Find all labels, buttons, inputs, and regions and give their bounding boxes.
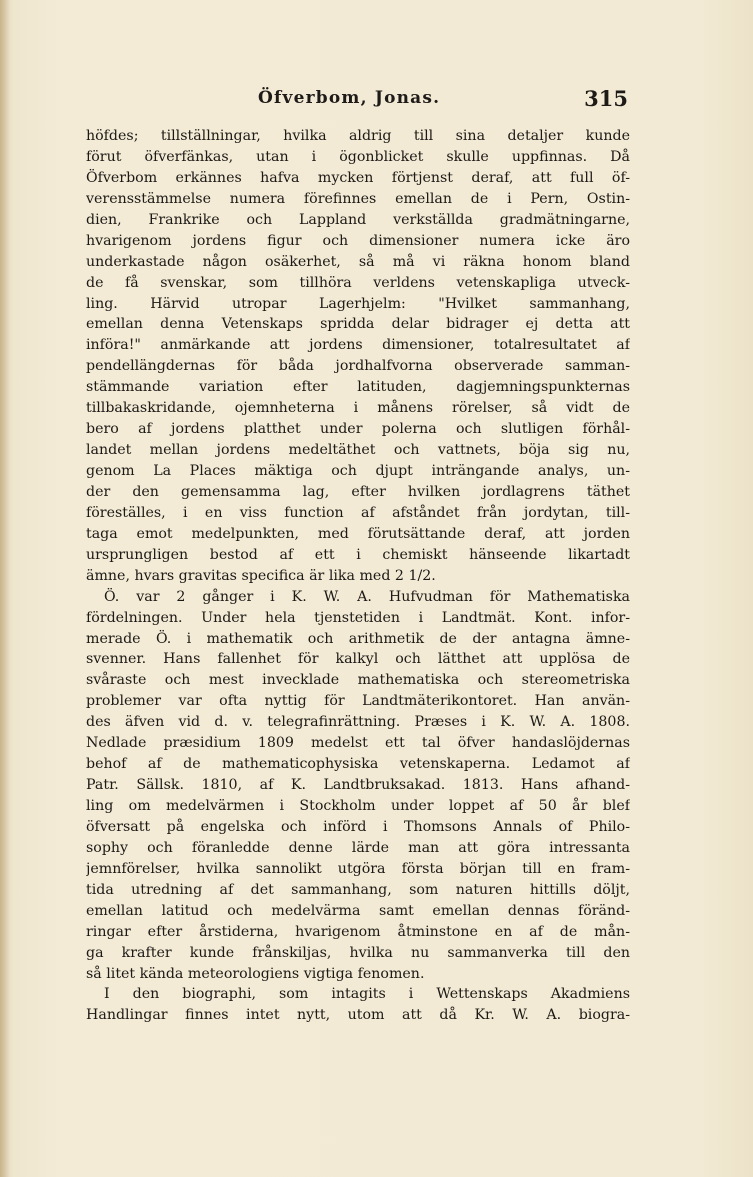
text-line: genom La Places mäktiga och djupt inträngande analys, un- <box>86 463 630 479</box>
page-header <box>258 88 628 112</box>
text-line: Patr. Sällsk. 1810, af K. Landtbruksakad. 1813. Hans afhand- <box>86 777 630 794</box>
page-number: 315 <box>584 86 628 111</box>
text-line: emellan latitud och medelvärma samt emellan dennas föränd- <box>86 902 630 919</box>
text-line: Ö. var 2 gånger i K. W. A. Hufvudman för Mathematiska <box>104 588 630 605</box>
body-text <box>86 126 630 1026</box>
paragraph-3 <box>86 984 630 1026</box>
text-line: tillbakaskridande, ojemnheterna i månens rörelser, så vidt de <box>86 400 630 417</box>
text-line: ursprungligen bestod af ett i chemiskt hänseende likartadt <box>86 546 630 563</box>
text-line: höfdes; tillställningar, hvilka aldrig till sina detaljer kunde <box>86 128 630 144</box>
text-line: svenner. Hans fallenhet för kalkyl och lätthet att upplösa de <box>86 651 630 668</box>
text-line: des äfven vid d. v. telegrafinrättning. Præses i K. W. A. 1808. <box>86 714 630 731</box>
text-line: förut öfverfänkas, utan i ögonblicket skulle uppfinnas. Då <box>86 148 630 165</box>
text-line: Nedlade præsidium 1809 medelst ett tal öfver handaslöjdernas <box>86 735 630 752</box>
paragraph-2 <box>86 587 630 985</box>
paragraph-1 <box>86 126 630 587</box>
text-line: sophy och föranledde denne lärde man att göra intressanta <box>86 839 630 856</box>
text-line: svåraste och mest invecklade mathematiska och stereometriska <box>86 672 630 689</box>
text-line: ämne, hvars gravitas specifica är lika med 2 1/2. <box>86 567 436 584</box>
text-line: verensstämmelse numera förefinnes emellan de i Pern, Ostin- <box>86 190 630 207</box>
text-line: Handlingar finnes intet nytt, utom att då Kr. W. A. biogra- <box>86 1007 630 1024</box>
text-line: de få svenskar, som tillhöra verldens vetenskapliga utveck- <box>86 274 630 291</box>
text-line: ringar efter årstiderna, hvarigenom åtminstone en af de mån- <box>86 923 630 940</box>
text-line: problemer var ofta nyttig för Landtmäterikontoret. Han använ- <box>86 693 630 710</box>
text-line: jemnförelser, hvilka sannolikt utgöra första början till en fram- <box>86 860 630 877</box>
text-line: införa!" anmärkande att jordens dimensioner, totalresultatet af <box>86 337 630 354</box>
text-line: emellan denna Vetenskaps spridda delar bidrager ej detta att <box>86 316 630 333</box>
text-line: merade Ö. i mathematik och arithmetik de der antagna ämne- <box>86 630 630 647</box>
text-line: der den gemensamma lag, efter hvilken jordlagrens täthet <box>86 483 630 500</box>
page-gutter-shadow <box>0 0 10 1177</box>
text-line: I den biographi, som intagits i Wettenskaps Akadmiens <box>104 986 630 1003</box>
text-line: underkastade någon osäkerhet, så må vi räkna honom bland <box>86 253 630 270</box>
text-line: stämmande variation efter latituden, dagjemningspunkternas <box>86 379 630 396</box>
text-line: föreställes, i en viss function af afståndet från jordytan, till- <box>86 504 630 521</box>
text-line: pendellängdernas för båda jordhalfvorna observerade samman- <box>86 358 630 375</box>
text-line: landet mellan jordens medeltäthet och vattnets, böja sig nu, <box>86 442 630 459</box>
text-line: Öfverbom erkännes hafva mycken förtjenst deraf, att full öf- <box>86 169 630 186</box>
text-line: hvarigenom jordens figur och dimensioner numera icke äro <box>86 232 630 249</box>
text-line: ga krafter kunde frånskiljas, hvilka nu sammanverka till den <box>86 944 630 961</box>
text-line: öfversatt på engelska och införd i Thomsons Annals of Philo- <box>86 818 630 835</box>
text-line: bero af jordens platthet under polerna och slutligen förhål- <box>86 421 630 438</box>
running-head: Öfverbom, Jonas. <box>258 88 441 108</box>
text-line: behof af de mathematicophysiska vetenskaperna. Ledamot af <box>86 756 630 773</box>
text-line: ling. Härvid utropar Lagerhjelm: "Hvilket sammanhang, <box>86 295 630 312</box>
text-line: dien, Frankrike och Lappland verkställda gradmätningarne, <box>86 211 630 228</box>
text-line: taga emot medelpunkten, med förutsättande deraf, att jorden <box>86 525 630 542</box>
text-line: tida utredning af det sammanhang, som naturen hittills döljt, <box>86 881 630 898</box>
text-line: fördelningen. Under hela tjenstetiden i Landtmät. Kont. infor- <box>86 609 630 626</box>
text-line: ling om medelvärmen i Stockholm under loppet af 50 år blef <box>86 798 630 814</box>
text-line: så litet kända meteorologiens vigtiga fenomen. <box>86 965 425 982</box>
